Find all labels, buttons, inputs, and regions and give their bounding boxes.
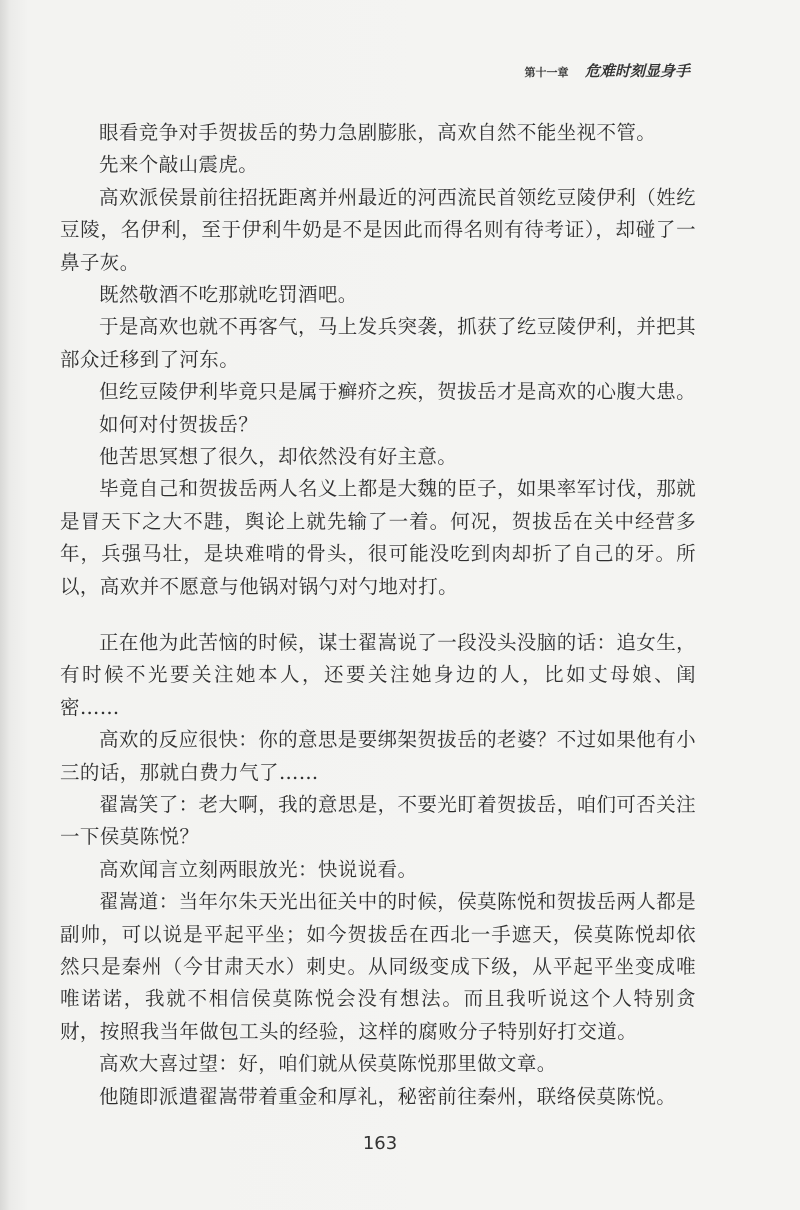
body-text-section-2	[60, 627, 696, 1113]
paragraph: 高欢的反应很快：你的意思是要绑架贺拔岳的老婆？不过如果他有小三的话，那就白费力气了……	[60, 728, 697, 784]
paragraph: 于是高欢也就不再客气，马上发兵突袭，抓获了纥豆陵伊利，并把其部众迁移到了河东。	[60, 315, 697, 371]
paragraph: 高欢大喜过望：好，咱们就从侯莫陈悦那里做文章。	[99, 1052, 557, 1076]
running-header	[524, 60, 690, 81]
paragraph: 翟嵩笑了：老大啊，我的意思是，不要光盯着贺拔岳，咱们可否关注一下侯莫陈悦？	[60, 793, 697, 849]
paragraph: 正在他为此苦恼的时候，谋士翟嵩说了一段没头没脑的话：追女生，有时候不光要关注她本人，还要关注她身边的人，比如丈母娘、闺密……	[60, 631, 697, 719]
paragraph: 毕竟自己和贺拔岳两人名义上都是大魏的臣子，如果率军讨伐，那就是冒天下之大不韪，舆论上就先输了一着。何况，贺拔岳在关中经营多年，兵强马壮，是块难啃的骨头，很可能没吃到肉却折了自己的牙。所以，高欢并不愿意与他锅对锅勺对勺地对打。	[60, 477, 697, 598]
paragraph: 但纥豆陵伊利毕竟只是属于癣疥之疾，贺拔岳才是高欢的心腹大患。	[99, 380, 697, 404]
paragraph: 他苦思冥想了很久，却依然没有好主意。	[99, 445, 458, 469]
paragraph: 高欢派侯景前往招抚距离并州最近的河西流民首领纥豆陵伊利（姓纥豆陵，名伊利，至于伊利牛奶是不是因此而得名则有待考证），却碰了一鼻子灰。	[60, 185, 697, 274]
paragraph: 翟嵩道：当年尔朱天光出征关中的时候，侯莫陈悦和贺拔岳两人都是副帅，可以说是平起平坐；如今贺拔岳在西北一手遮天，侯莫陈悦却依然只是秦州（今甘肃天水）刺史。从同级变成下级，从平起平坐变成唯唯诺诺，我就不相信侯莫陈悦会没有想法。而且我听说这个人特别贪财，按照我当年做包工头的经验，这样的腐败分子特别好打交道。	[60, 890, 697, 1043]
body-text-section-1	[60, 117, 696, 603]
chapter-title: 危难时刻显身手	[584, 62, 690, 80]
paragraph: 先来个敲山震虎。	[99, 153, 259, 177]
page-number: 163	[362, 1133, 398, 1154]
chapter-number: 第十一章	[524, 66, 569, 79]
paragraph: 如何对付贺拔岳？	[99, 412, 259, 436]
paragraph: 高欢闻言立刻两眼放光：快说说看。	[99, 857, 418, 881]
paragraph: 眼看竞争对手贺拔岳的势力急剧膨胀，高欢自然不能坐视不管。	[99, 121, 657, 144]
paragraph: 既然敬酒不吃那就吃罚酒吧。	[99, 283, 358, 307]
paragraph: 他随即派遣翟嵩带着重金和厚礼，秘密前往秦州，联络侯莫陈悦。	[99, 1084, 677, 1108]
